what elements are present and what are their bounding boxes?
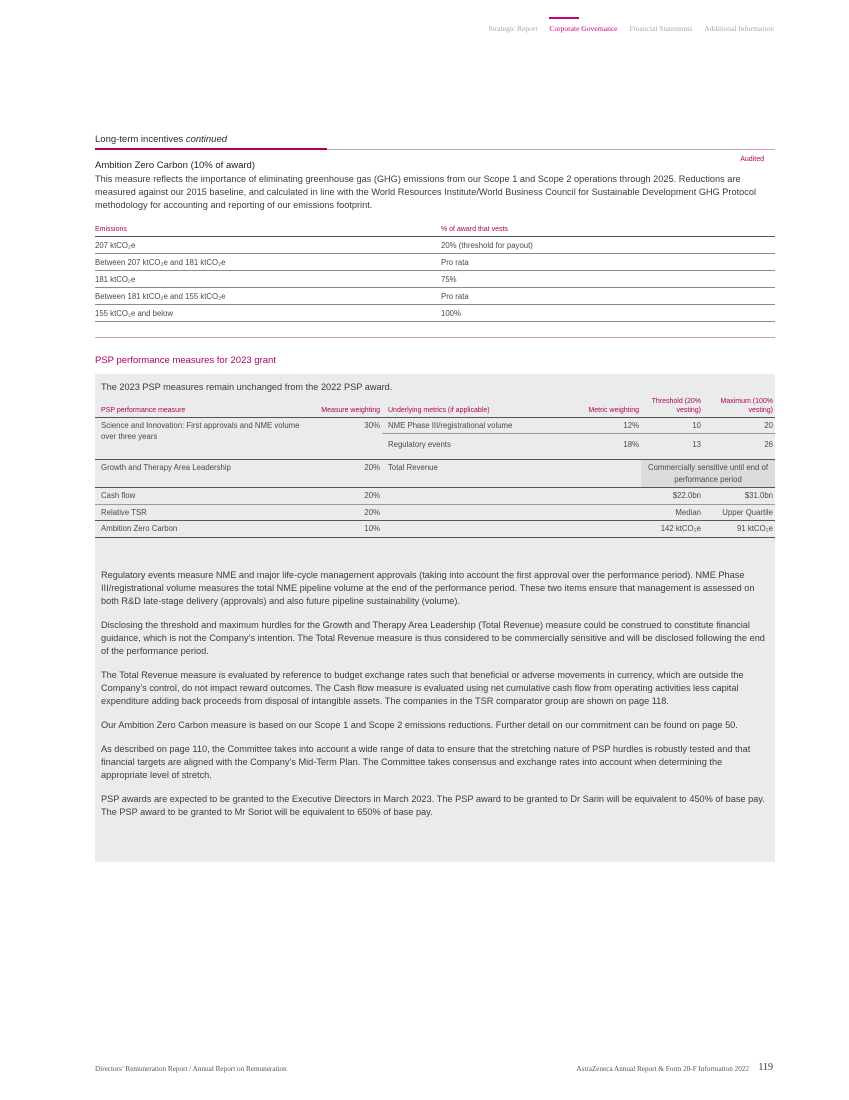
metric-weighting-cell: 18% <box>567 434 641 460</box>
emissions-cell: 207 ktCO₂e <box>95 237 441 254</box>
psp-measures-table <box>95 387 775 538</box>
metric-weighting-cell: 12% <box>567 417 641 434</box>
section-title-suffix: continued <box>185 134 228 145</box>
maximum-cell: Upper Quartile <box>703 504 775 521</box>
footer-breadcrumb: Directors’ Remuneration Report / Annual Report on Remuneration <box>95 1065 287 1073</box>
vesting-header: % of award that vests <box>441 224 775 237</box>
threshold-cell: 142 ktCO₂e <box>641 521 703 538</box>
weighting-cell: 20% <box>307 460 382 488</box>
table-row <box>95 288 775 305</box>
emissions-cell: 155 ktCO₂e and below <box>95 305 441 322</box>
nav-strategic-report[interactable]: Strategic Report <box>488 24 538 33</box>
section-accent-rule <box>95 148 327 150</box>
table-row <box>95 521 775 538</box>
weighting-header: Measure weighting <box>307 387 382 417</box>
table-row <box>95 237 775 254</box>
section-title-text: Long-term incentives <box>95 134 184 145</box>
footer-publication: AstraZeneca Annual Report & Form 20-F Information 2022 <box>576 1065 749 1073</box>
metric-cell: Total Revenue <box>382 460 567 488</box>
weighting-cell: 30% <box>307 417 382 460</box>
weighting-cell: 10% <box>307 521 382 538</box>
measure-header: PSP performance measure <box>95 387 307 417</box>
vesting-cell: 100% <box>441 305 775 322</box>
commercially-sensitive-cell: Commercially sensitive until end of performance period <box>641 460 775 488</box>
psp-panel <box>95 374 775 862</box>
threshold-cell: 10 <box>641 417 703 434</box>
table-row <box>95 504 775 521</box>
threshold-header: Threshold (20% vesting) <box>641 387 703 417</box>
table-row <box>95 305 775 322</box>
metric-weighting-header: Metric weighting <box>567 387 641 417</box>
paragraph: PSP awards are expected to be granted to the Executive Directors in March 2023. The PSP award to be granted to Dr Sarin will be equivalent to 450% of base pay. The PSP award to be granted to Mr Soriot will be equivalent to 650% of base pay. <box>101 794 765 817</box>
maximum-cell: 91 ktCO₂e <box>703 521 775 538</box>
table-row <box>95 254 775 271</box>
maximum-header: Maximum (100% vesting) <box>703 387 775 417</box>
audited-label: Audited <box>740 156 764 163</box>
table-row <box>95 417 775 434</box>
paragraph: As described on page 110, the Committee takes into account a wide range of data to ensure that the stretching nature of PSP hurdles is robustly tested and that financial targets are aligned with the Company’s Mid-Term Plan. The Committee takes consensus and exchange rates into account when determining the appropriate level of stretch. <box>101 744 751 780</box>
maximum-cell: $31.0bn <box>703 488 775 505</box>
page-number: 119 <box>758 1062 773 1073</box>
table-row <box>95 460 775 488</box>
table-row <box>95 271 775 288</box>
paragraph: Regulatory events measure NME and major life-cycle management approvals (taking into account the first approval over the performance period). NME Phase III/registrational volume measures the total NME pipeline volume at the end of the performance period. These two items ensure that management is assessed on both R&D late-stage delivery (approvals) and also future pipeline sustainability (volume). <box>101 570 755 606</box>
nav-corporate-governance[interactable]: Corporate Governance <box>549 24 618 33</box>
psp-intro: The 2023 PSP measures remain unchanged from the 2022 PSP award. <box>101 382 393 392</box>
measure-cell: Science and Innovation: First approvals and NME volume over three years <box>95 417 307 460</box>
measure-cell: Growth and Therapy Area Leadership <box>95 460 307 488</box>
emissions-cell: Between 207 ktCO₂e and 181 ktCO₂e <box>95 254 441 271</box>
threshold-cell: Median <box>641 504 703 521</box>
threshold-cell: $22.0bn <box>641 488 703 505</box>
paragraph: The Total Revenue measure is evaluated by reference to budget exchange rates such that beneficial or adverse movements in currency, which are outside the Company’s control, do not impact reward outcomes. The Cash flow measure is evaluated using net cumulative cash flow from operating activities less capital expenditure adding back proceeds from disposal of intangible assets. The companies in the TSR comparator group are shown on page 118. <box>101 670 744 706</box>
nav-additional-information[interactable]: Additional Information <box>704 24 774 33</box>
azc-heading: Ambition Zero Carbon (10% of award) <box>95 160 255 171</box>
weighting-cell: 20% <box>307 504 382 521</box>
vesting-cell: Pro rata <box>441 288 775 305</box>
metric-cell: NME Phase III/registrational volume <box>382 417 567 434</box>
measure-cell: Relative TSR <box>95 504 307 521</box>
threshold-cell: 13 <box>641 434 703 460</box>
psp-divider <box>95 337 775 338</box>
azc-body-text: This measure reflects the importance of eliminating greenhouse gas (GHG) emissions from our Scope 1 and Scope 2 operations through 2025. Reductions are measured against our 2015 baseline, and calculated in line with the World Resources Institute/World Business Council for Sustainable Development GHG Protocol methodology for accounting and reporting of our emissions footprint. <box>95 174 757 210</box>
psp-heading: PSP performance measures for 2023 grant <box>95 355 276 366</box>
emissions-cell: 181 ktCO₂e <box>95 271 441 288</box>
measure-cell: Cash flow <box>95 488 307 505</box>
maximum-cell: 20 <box>703 417 775 434</box>
emissions-cell: Between 181 ktCO₂e and 155 ktCO₂e <box>95 288 441 305</box>
weighting-cell: 20% <box>307 488 382 505</box>
psp-notes <box>101 569 769 830</box>
paragraph: Our Ambition Zero Carbon measure is based on our Scope 1 and Scope 2 emissions reductions. Further detail on our commitment can be found on page 50. <box>101 720 738 730</box>
vesting-cell: Pro rata <box>441 254 775 271</box>
nav-financial-statements[interactable]: Financial Statements <box>629 24 693 33</box>
vesting-cell: 20% (threshold for payout) <box>441 237 775 254</box>
maximum-cell: 26 <box>703 434 775 460</box>
section-title <box>95 134 227 145</box>
metric-cell: Regulatory events <box>382 434 567 460</box>
metrics-header: Underlying metrics (if applicable) <box>382 387 567 417</box>
table-row <box>95 488 775 505</box>
top-navigation <box>488 24 774 33</box>
vesting-cell: 75% <box>441 271 775 288</box>
measure-cell: Ambition Zero Carbon <box>95 521 307 538</box>
emissions-header: Emissions <box>95 224 441 237</box>
emissions-table <box>95 224 775 322</box>
paragraph: Disclosing the threshold and maximum hurdles for the Growth and Therapy Area Leadership (Total Revenue) measure could be construed to constitute financial guidance, which is not the Company’s intention. The Total Revenue measure is thus considered to be commercially sensitive and will be disclosed following the end of the performance period. <box>101 620 765 656</box>
